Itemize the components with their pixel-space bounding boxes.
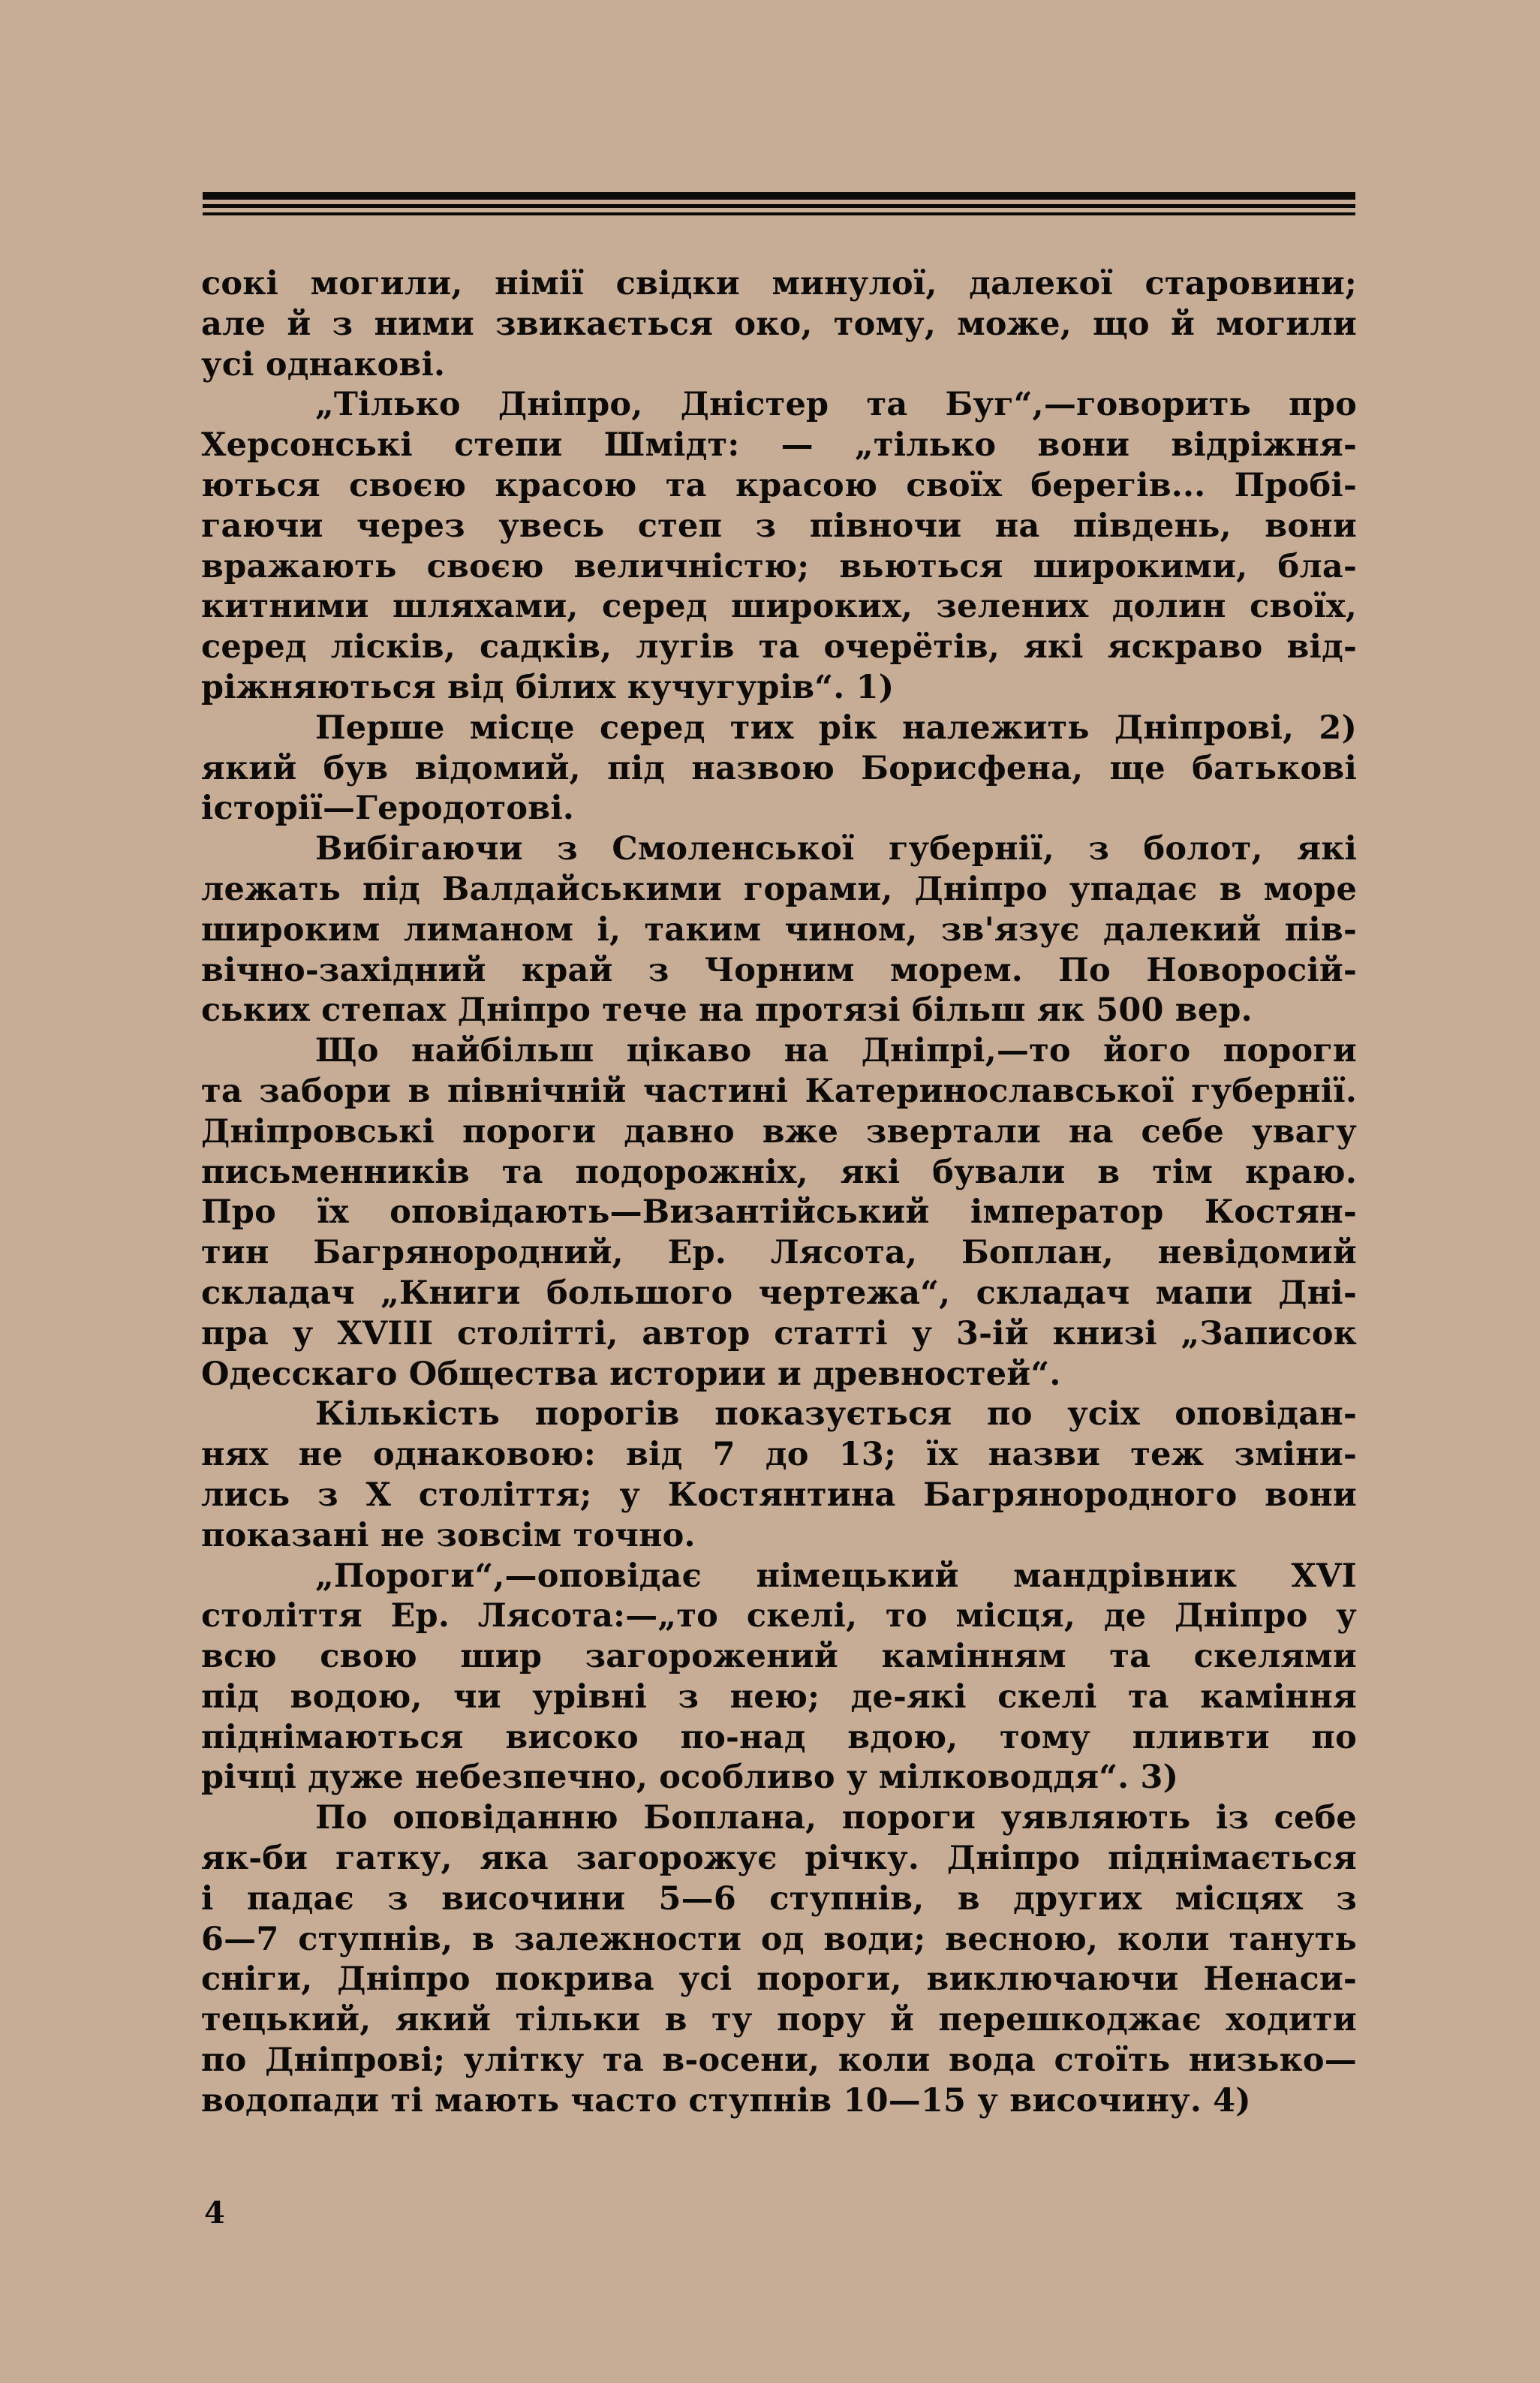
text-line: який був відомий, під назвою Борисфена, ще батькові — [201, 749, 1357, 787]
text-line: Перше місце серед тих рік належить Дніпрові, 2) — [315, 709, 1357, 747]
text-line: піднімаються високо по-над вдою, тому пливти по — [201, 1718, 1357, 1756]
text-line: тецький, який тільки в ту пору й перешкоджає ходити — [201, 2001, 1357, 2039]
text-line: серед лісків, садків, лугів та очерётів, які яскраво від- — [201, 628, 1357, 666]
text-line: ських степах Дніпро тече на протязі більш як 500 вер. — [201, 991, 1253, 1030]
text-line: Одесскаго Общества истории и древностей“. — [201, 1355, 1061, 1393]
text-line: водопади ті мають часто ступнів 10—15 у височину. 4) — [201, 2081, 1251, 2120]
text-line: сокі могили, німії свідки минулої, далекої старовини; — [201, 265, 1357, 302]
text-line: 6—7 ступнів, в залежности од води; весною, коли тануть — [201, 1920, 1357, 1958]
text-line: нях не однаковою: від 7 до 13; їх назви теж зміни- — [201, 1436, 1357, 1474]
text-line: „Пороги“,—оповідає німецький мандрівник XVI — [315, 1557, 1357, 1595]
text-line: Херсонські степи Шмідт: — „тілько вони відріжня- — [201, 426, 1357, 465]
text-line: історії—Геродотові. — [201, 790, 575, 828]
text-line: „Тілько Дніпро, Дністер та Буг“,—говорить про — [315, 386, 1357, 424]
text-line: складач „Книги большого чертежа“, складач мапи Дні- — [201, 1274, 1357, 1312]
text-line: Кількість порогів показується по усіх оповідан- — [315, 1395, 1357, 1434]
text-line: Вибігаючи з Смоленської губернії, з болот, які — [315, 830, 1357, 868]
text-line: ріжняються від білих кучугурів“. 1) — [201, 668, 895, 706]
text-line: Що найбільш цікаво на Дніпрі,—то його пороги — [315, 1032, 1357, 1070]
text-line: як-би гатку, яка загорожує річку. Дніпро піднімається — [201, 1840, 1357, 1878]
text-line: тин Багрянородний, Ер. Лясота, Боплан, невідомий — [201, 1234, 1357, 1272]
text-line: широким лиманом і, таким чином, зв'язує далекий пів- — [201, 910, 1357, 949]
header-rule-thin — [203, 212, 1355, 215]
text-line: Про їх оповідають—Византійський імператор Костян- — [201, 1193, 1357, 1232]
text-line: під водою, чи урівні з нею; де-які скелі та каміння — [201, 1677, 1357, 1716]
text-line: всю свою шир загорожений камінням та скелями — [201, 1638, 1357, 1676]
text-line: та забори в північній частині Катеринославської губернії. — [201, 1072, 1357, 1110]
page-number: 4 — [204, 2195, 225, 2231]
text-line: вічно-західний край з Чорним морем. По Новоросій- — [201, 951, 1357, 989]
text-line: лежать під Валдайськими горами, Дніпро упадає в море — [201, 870, 1357, 908]
text-line: вражають своєю величністю; вьються широкими, бла- — [201, 547, 1357, 585]
header-rule-thick — [203, 192, 1355, 200]
text-line: і падає з височини 5—6 ступнів, в других місцях з — [201, 1879, 1357, 1918]
text-line: пра у XVIII столітті, автор статті у 3-ій книзі „Записок — [201, 1314, 1357, 1352]
body-text — [201, 264, 1357, 2122]
text-line: Дніпровські пороги давно вже звертали на себе увагу — [201, 1112, 1357, 1151]
text-line: китними шляхами, серед широких, зелених долин своїх, — [201, 588, 1357, 626]
text-line: показані не зовсім точно. — [201, 1516, 696, 1554]
text-line: письменників та подорожніх, які бували в тім краю. — [201, 1153, 1357, 1191]
text-line: усі однакові. — [201, 345, 446, 384]
text-line: але й з ними звикається око, тому, може, що й могили — [201, 305, 1357, 343]
text-line: гаючи через увесь степ з півночи на південь, вони — [201, 507, 1357, 545]
text-line: сніги, Дніпро покрива усі пороги, виключаючи Ненаси- — [201, 1960, 1357, 1999]
text-line: річці дуже небезпечно, особливо у мілководдя“. 3) — [201, 1759, 1179, 1797]
text-line: лись з X століття; у Костянтина Багрянородного вони — [201, 1476, 1357, 1514]
header-rule-middle — [203, 204, 1355, 208]
text-line: по Дніпрові; улітку та в-осени, коли вода стоїть низько— — [201, 2041, 1357, 2080]
text-line: ються своєю красою та красою своїх берегів... Пробі- — [201, 466, 1357, 504]
text-line: По оповіданню Боплана, пороги уявляють із себе — [315, 1799, 1357, 1837]
text-line: століття Ер. Лясота:—„то скелі, то місця, де Дніпро у — [201, 1597, 1357, 1635]
